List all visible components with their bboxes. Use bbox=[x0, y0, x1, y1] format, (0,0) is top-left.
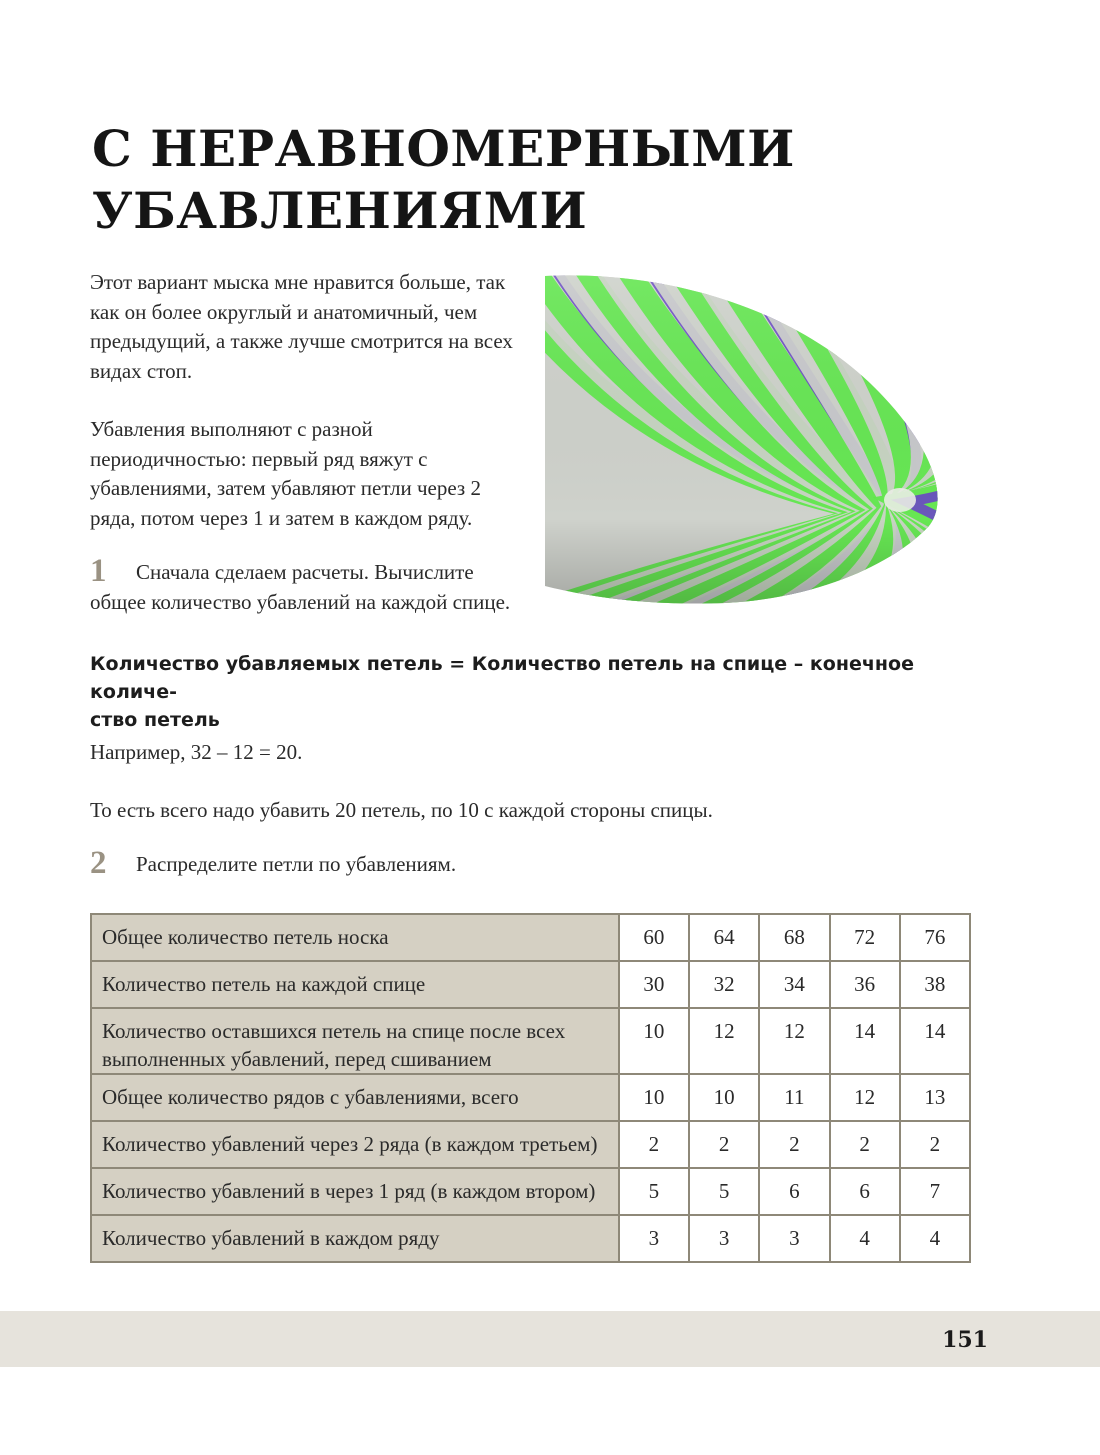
table-cell: 6 bbox=[759, 1168, 829, 1215]
intro-paragraph-1: Этот вариант мыска мне нравится больше, так как он более округлый и анатомичный, чем предыдущий, а также лучше смотрится на всех видах стоп. bbox=[90, 270, 513, 383]
table-cell: 7 bbox=[900, 1168, 970, 1215]
table-cell: 13 bbox=[900, 1074, 970, 1121]
row-label: Количество убавлений в через 1 ряд (в каждом втором) bbox=[91, 1168, 619, 1215]
table-row bbox=[91, 1008, 970, 1074]
summary-text: То есть всего надо убавить 20 петель, по 10 с каждой стороны спицы. bbox=[90, 798, 713, 822]
table-cell: 3 bbox=[689, 1215, 759, 1262]
table-cell: 5 bbox=[619, 1168, 689, 1215]
table-cell: 12 bbox=[759, 1008, 829, 1074]
table-cell: 76 bbox=[900, 914, 970, 961]
table-cell: 68 bbox=[759, 914, 829, 961]
step-1-text: Сначала сделаем расчеты. Вычислите общее количество убавлений на каждой спице. bbox=[90, 560, 511, 614]
step-2-number: 2 bbox=[90, 845, 107, 881]
intro-paragraph-2: Убавления выполняют с разной периодичностью: первый ряд вяжут с убавлениями, затем убавляют петли через 2 ряда, потом через 1 и затем в каждом ряду. bbox=[90, 417, 481, 530]
page-title-line-1: С НЕРАВНОМЕРНЫМИ bbox=[92, 119, 795, 178]
table-cell: 30 bbox=[619, 961, 689, 1008]
table-cell: 72 bbox=[830, 914, 900, 961]
row-label: Количество убавлений в каждом ряду bbox=[91, 1215, 619, 1262]
table-cell: 3 bbox=[619, 1215, 689, 1262]
footer-band bbox=[0, 1311, 1100, 1367]
table-cell: 2 bbox=[900, 1121, 970, 1168]
table-cell: 2 bbox=[830, 1121, 900, 1168]
row-label: Общее количество рядов с убавлениями, всего bbox=[91, 1074, 619, 1121]
table-cell: 2 bbox=[689, 1121, 759, 1168]
table-cell: 10 bbox=[619, 1008, 689, 1074]
intro-text bbox=[90, 268, 530, 562]
table-cell: 60 bbox=[619, 914, 689, 961]
formula-line-2: ство петель bbox=[90, 709, 220, 731]
table-row bbox=[91, 1074, 970, 1121]
table-cell: 14 bbox=[830, 1008, 900, 1074]
step-1-number: 1 bbox=[90, 553, 107, 589]
formula-line-1: Количество убавляемых петель = Количество петель на спице – конечное количе- bbox=[90, 653, 914, 703]
table-cell: 12 bbox=[830, 1074, 900, 1121]
row-label: Общее количество петель носка bbox=[91, 914, 619, 961]
table-cell: 4 bbox=[900, 1215, 970, 1262]
row-label: Количество петель на каждой спице bbox=[91, 961, 619, 1008]
table-row bbox=[91, 1121, 970, 1168]
step-2-text: Распределите петли по убавлениям. bbox=[136, 852, 457, 876]
table-cell: 64 bbox=[689, 914, 759, 961]
step-1 bbox=[90, 553, 530, 617]
table-cell: 38 bbox=[900, 961, 970, 1008]
table-row bbox=[91, 914, 970, 961]
table-cell: 14 bbox=[900, 1008, 970, 1074]
table-cell: 32 bbox=[689, 961, 759, 1008]
table-row bbox=[91, 961, 970, 1008]
table-cell: 4 bbox=[830, 1215, 900, 1262]
table-cell: 5 bbox=[689, 1168, 759, 1215]
row-label: Количество оставшихся петель на спице после всех выполненных убавлений, перед сшиванием bbox=[91, 1008, 619, 1074]
page-number: 151 bbox=[942, 1327, 988, 1353]
step-2 bbox=[90, 845, 890, 881]
table-cell: 3 bbox=[759, 1215, 829, 1262]
example-text: Например, 32 – 12 = 20. bbox=[90, 740, 303, 764]
table-cell: 2 bbox=[619, 1121, 689, 1168]
page-title-line-2: УБАВЛЕНИЯМИ bbox=[92, 181, 588, 240]
formula bbox=[90, 650, 970, 734]
table-row bbox=[91, 1168, 970, 1215]
decrease-table bbox=[90, 913, 971, 1263]
table-cell: 11 bbox=[759, 1074, 829, 1121]
table-cell: 36 bbox=[830, 961, 900, 1008]
table-cell: 10 bbox=[619, 1074, 689, 1121]
table-cell: 6 bbox=[830, 1168, 900, 1215]
row-label: Количество убавлений через 2 ряда (в каждом третьем) bbox=[91, 1121, 619, 1168]
table-cell: 12 bbox=[689, 1008, 759, 1074]
table-row bbox=[91, 1215, 970, 1262]
page-title bbox=[92, 118, 992, 242]
table-cell: 34 bbox=[759, 961, 829, 1008]
sock-toe-photo bbox=[545, 268, 970, 626]
table-cell: 10 bbox=[689, 1074, 759, 1121]
table-cell: 2 bbox=[759, 1121, 829, 1168]
